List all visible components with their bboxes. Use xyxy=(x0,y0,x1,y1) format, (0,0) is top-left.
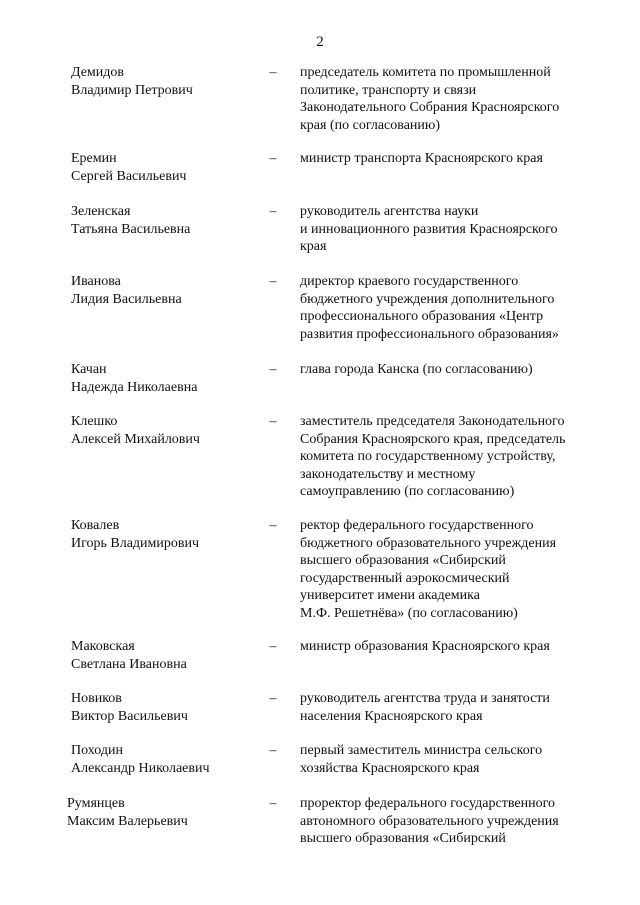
role-line: министр транспорта Красноярского края xyxy=(300,151,543,166)
member-role xyxy=(300,742,600,777)
member-given-names: Игорь Владимирович xyxy=(71,535,200,551)
separator-dash: – xyxy=(269,743,277,758)
member-name xyxy=(67,795,257,830)
role-line: населения Красноярского края xyxy=(300,708,483,724)
member-surname: Демидов xyxy=(71,65,125,80)
role-line: университет имени академика xyxy=(300,588,480,603)
member-role xyxy=(300,273,600,343)
separator-dash: – xyxy=(269,204,277,219)
member-role xyxy=(300,690,600,725)
separator-dash: – xyxy=(269,518,277,533)
member-role xyxy=(300,638,600,656)
member-role xyxy=(300,361,600,379)
role-line: председатель комитета по промышленной xyxy=(300,65,551,80)
separator-dash: – xyxy=(269,274,277,289)
member-role xyxy=(300,517,600,622)
member-name xyxy=(71,150,261,185)
role-line: бюджетного учреждения дополнительного xyxy=(300,291,555,307)
role-line: руководитель агентства труда и занятости xyxy=(300,691,550,706)
role-line: автономного образовательного учреждения xyxy=(300,813,559,829)
member-surname: Зеленская xyxy=(71,204,131,219)
member-given-names: Владимир Петрович xyxy=(71,82,193,98)
member-surname: Клешко xyxy=(71,414,118,429)
role-line: руководитель агентства науки xyxy=(300,204,479,219)
member-given-names: Алексей Михайлович xyxy=(71,431,200,447)
role-line: профессионального образования «Центр xyxy=(300,309,544,324)
member-name xyxy=(71,361,261,396)
page-number: 2 xyxy=(316,34,324,50)
member-surname: Походин xyxy=(71,743,123,758)
member-name xyxy=(71,64,261,99)
separator-dash: – xyxy=(269,65,277,80)
member-name xyxy=(71,638,261,673)
role-line: развития профессионального образования» xyxy=(300,326,559,342)
separator-dash: – xyxy=(269,639,277,654)
member-surname: Иванова xyxy=(71,274,121,289)
role-line: директор краевого государственного xyxy=(300,274,519,289)
member-surname: Ковалев xyxy=(71,518,120,533)
role-line: глава города Канска (по согласованию) xyxy=(300,362,533,377)
role-line: хозяйства Красноярского края xyxy=(300,760,480,776)
member-given-names: Максим Валерьевич xyxy=(67,813,188,829)
role-line: ректор федерального государственного xyxy=(300,518,534,533)
member-given-names: Виктор Васильевич xyxy=(71,708,188,724)
separator-dash: – xyxy=(269,691,277,706)
member-surname: Маковская xyxy=(71,639,135,654)
separator-dash: – xyxy=(269,414,277,429)
member-role xyxy=(300,795,600,848)
member-given-names: Надежда Николаевна xyxy=(71,379,198,395)
member-surname: Новиков xyxy=(71,691,122,706)
separator-dash: – xyxy=(269,151,277,166)
member-given-names: Сергей Васильевич xyxy=(71,168,187,184)
role-line: Законодательного Собрания Красноярского xyxy=(300,100,560,115)
member-given-names: Татьяна Васильевна xyxy=(71,221,191,237)
role-line: комитета по государственному устройству, xyxy=(300,449,556,464)
member-surname: Еремин xyxy=(71,151,117,166)
role-line: законодательству и местному xyxy=(300,466,476,482)
member-role xyxy=(300,413,600,501)
member-name xyxy=(71,517,261,552)
role-line: первый заместитель министра сельского xyxy=(300,743,543,758)
role-line: высшего образования «Сибирский xyxy=(300,831,506,846)
role-line: самоуправлению (по согласованию) xyxy=(300,484,515,499)
member-name xyxy=(71,690,261,725)
member-surname: Качан xyxy=(71,362,107,377)
member-name xyxy=(71,413,261,448)
role-line: края (по согласованию) xyxy=(300,117,441,133)
role-line: и инновационного развития Красноярского xyxy=(300,221,558,237)
member-given-names: Александр Николаевич xyxy=(71,760,210,776)
member-given-names: Лидия Васильевна xyxy=(71,291,182,307)
member-name xyxy=(71,203,261,238)
separator-dash: – xyxy=(269,796,277,811)
member-name xyxy=(71,742,261,777)
role-line: М.Ф. Решетнёва» (по согласованию) xyxy=(300,605,518,621)
role-line: государственный аэрокосмический xyxy=(300,570,510,586)
separator-dash: – xyxy=(269,362,277,377)
member-name xyxy=(71,273,261,308)
role-line: заместитель председателя Законодательного xyxy=(300,414,565,429)
role-line: политике, транспорту и связи xyxy=(300,82,477,98)
role-line: проректор федерального государственного xyxy=(300,796,555,811)
member-role xyxy=(300,150,600,168)
member-role xyxy=(300,203,600,256)
role-line: бюджетного образовательного учреждения xyxy=(300,535,557,551)
role-line: высшего образования «Сибирский xyxy=(300,553,506,568)
member-given-names: Светлана Ивановна xyxy=(71,656,187,672)
member-role xyxy=(300,64,600,134)
member-surname: Румянцев xyxy=(67,796,125,811)
role-line: Собрания Красноярского края, председатель xyxy=(300,431,566,447)
role-line: министр образования Красноярского края xyxy=(300,639,550,654)
role-line: края xyxy=(300,239,327,254)
